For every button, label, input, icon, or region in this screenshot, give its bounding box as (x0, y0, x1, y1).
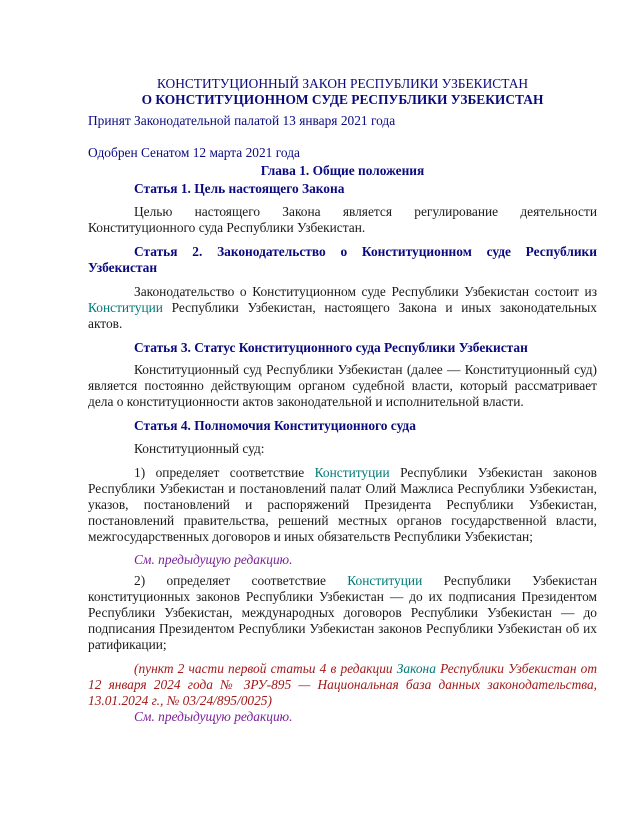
text: Законодательство о Конституционном суде Республики Узбекистан состоит из (134, 284, 597, 299)
text: Республики Узбекистан, настоящего Закона и иных законодательных актов. (88, 300, 597, 331)
amendment-note (88, 661, 597, 709)
article-4-item-1 (88, 465, 597, 545)
article-2-heading: Статья 2. Законодательство о Конституционном суде Республики Узбекистан (88, 244, 597, 275)
text: (пункт 2 части первой статьи 4 в редакции (134, 661, 397, 676)
approved-note: Одобрен Сенатом 12 марта 2021 года (88, 145, 300, 160)
law-subtitle: О КОНСТИТУЦИОННОМ СУДЕ РЕСПУБЛИКИ УЗБЕКИСТАН (141, 92, 544, 107)
law-title: КОНСТИТУЦИОННЫЙ ЗАКОН РЕСПУБЛИКИ УЗБЕКИСТАН (156, 76, 529, 91)
article-4-heading: Статья 4. Полномочия Конституционного суда (134, 418, 416, 433)
law-link[interactable]: Закона (396, 661, 436, 676)
article-4-item-2 (88, 573, 597, 653)
article-3-text: Конституционный суд Республики Узбекистан (далее — Конституционный суд) является постоянно действующим органом судебной власти, который рассматривает дела о конституционности актов законодательной и исполнительной власти. (88, 362, 597, 409)
text: Республики Узбекистан законов Республики Узбекистан и постановлений палат Олий Мажлиса Республики Узбекистан, указов, постановлений и распоряжений Президента Республики Узбекистан, постановлений правительства, решений местных органов государственной власти, межгосударственных договоров и иных обязательств Республики Узбекистан; (88, 465, 597, 544)
constitution-link[interactable]: Конституции (88, 300, 163, 315)
article-1-heading: Статья 1. Цель настоящего Закона (134, 181, 345, 196)
text: 2) определяет соответствие (134, 573, 348, 588)
previous-edition-link[interactable]: См. предыдущую редакцию. (134, 552, 293, 567)
constitution-link[interactable]: Конституции (314, 465, 390, 480)
article-1-text: Целью настоящего Закона является регулирование деятельности Конституционного суда Республики Узбекистан. (88, 204, 597, 235)
constitution-link[interactable]: Конституции (347, 573, 423, 588)
text: 1) определяет соответствие (134, 465, 315, 480)
previous-edition-link[interactable]: См. предыдущую редакцию. (134, 709, 293, 724)
text: Республики Узбекистан конституционных законов Республики Узбекистан — до их подписания Президентом Республики Узбекистан, международных договоров Республики Узбекистан — до подписания Президентом Республики Узбекистан законов Республики Узбекистан об их ратификации; (88, 573, 597, 652)
article-4-intro: Конституционный суд: (134, 441, 265, 456)
adopted-note: Принят Законодательной палатой 13 января 2021 года (88, 113, 396, 128)
text: Республики Узбекистан от 12 января 2024 года № ЗРУ-895 — Национальная база данных законодательства, 13.01.2024 г., № 03/24/895/0025) (88, 661, 598, 708)
article-3-heading: Статья 3. Статус Конституционного суда Республики Узбекистан (134, 340, 528, 355)
chapter-heading: Глава 1. Общие положения (260, 163, 425, 178)
article-2-text (88, 284, 597, 332)
